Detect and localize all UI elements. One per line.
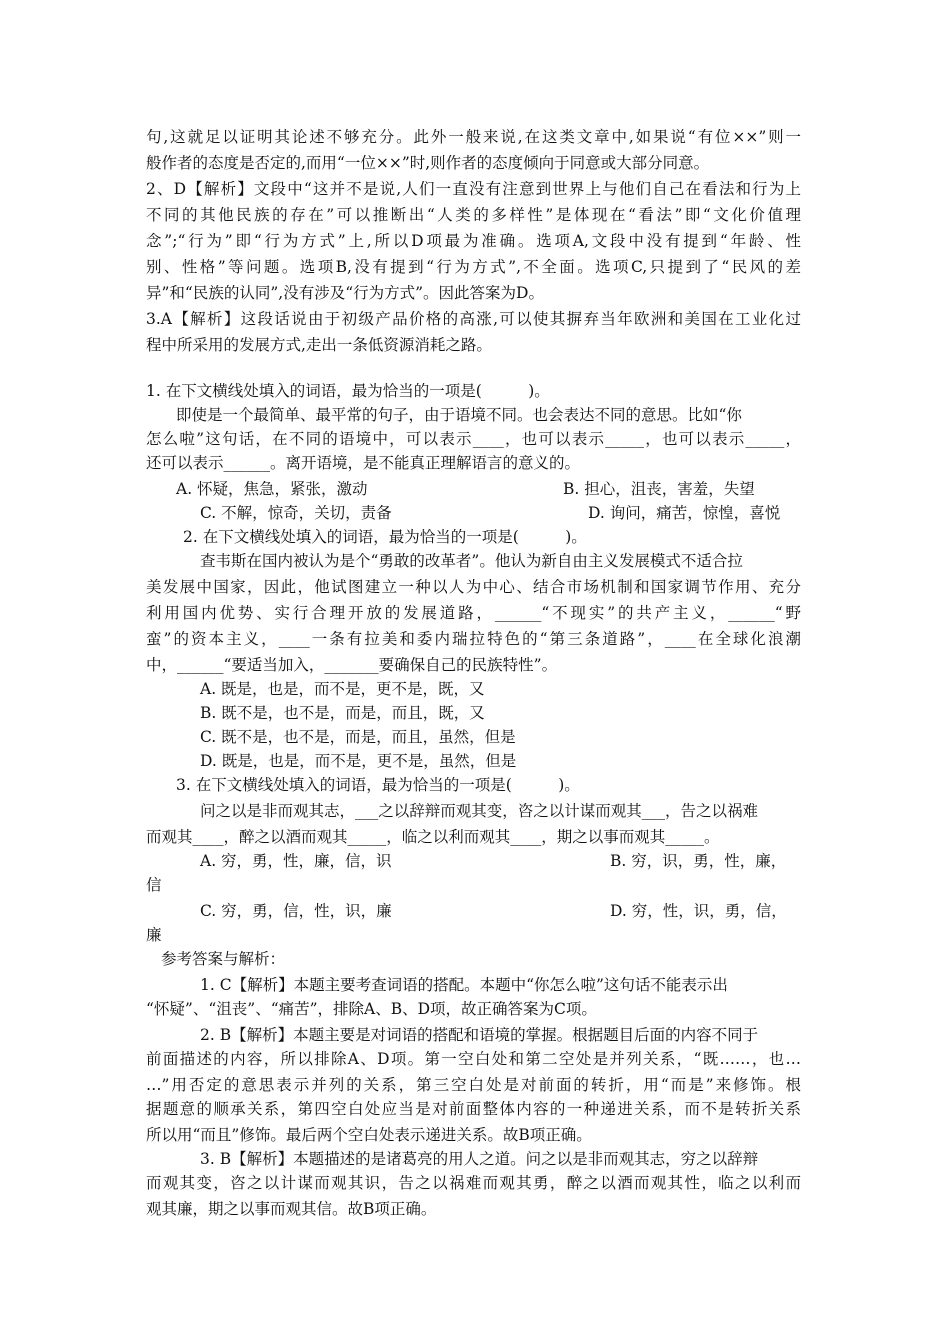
question-3-option-d: D. 穷，性，识，勇，信， bbox=[610, 902, 787, 920]
answer-1-line-1: 1. C【解析】本题主要考查词语的搭配。本题中“你怎么啦”这句话不能表示出 bbox=[200, 976, 728, 994]
answer-2-line-3: …”用否定的意思表示并列的关系，第三空白处是对前面的转折，用“而是”来修饰。根 bbox=[146, 1076, 801, 1094]
prev-answer-2-line-4: 别、性格”等问题。选项B,没有提到“行为方式”,不全面。选项C,只提到了“民风的差 bbox=[146, 258, 801, 276]
question-2-passage-line-4: 蛮”的资本主义，____一条有拉美和委内瑞拉特色的“第三条道路”，____在全球化浪潮 bbox=[146, 630, 801, 648]
question-3-passage-line-1: 问之以是非而观其志，___之以辞辩而观其变，咨之以计谋而观其___，告之以祸难 bbox=[200, 802, 759, 820]
question-1-option-a: A. 怀疑，焦急，紧张，激动 bbox=[176, 480, 368, 498]
question-1-passage-line-2: 怎么啦”这句话，在不同的语境中，可以表示____，也可以表示_____，也可以表示_____， bbox=[146, 430, 801, 448]
question-3-option-c: C. 穷，勇，信，性，识，廉 bbox=[200, 902, 392, 920]
question-3-option-d-wrap: 廉 bbox=[146, 926, 162, 944]
prev-answer-2-line-3: 念”;“行为”即“行为方式”上,所以D项最为准确。选项A,文段中没有提到“年龄、性 bbox=[146, 232, 801, 250]
answer-3-line-2: 而观其变，咨之以计谋而观其识，告之以祸难而观其勇，醉之以酒而观其性，临之以利而 bbox=[146, 1174, 801, 1192]
prev-answer-3-line-1: 3.A【解析】这段话说由于初级产品价格的高涨,可以使其摒弃当年欧洲和美国在工业化过 bbox=[146, 310, 801, 328]
answer-3-line-3: 观其廉，期之以事而观其信。故B项正确。 bbox=[146, 1200, 437, 1218]
question-2-option-c: C. 既不是，也不是，而是，而且，虽然，但是 bbox=[200, 728, 516, 746]
question-2-passage-line-5: 中，______“要适当加入，_______要确保自己的民族特性”。 bbox=[146, 656, 558, 674]
question-3-stem: 3. 在下文横线处填入的词语，最为恰当的一项是( )。 bbox=[176, 776, 580, 794]
prev-answer-2-line-5: 异”和“民族的认同”,没有涉及“行为方式”。因此答案为D。 bbox=[146, 284, 544, 302]
question-3-option-b-wrap: 信 bbox=[146, 876, 162, 894]
question-1-passage-line-1: 即使是一个最简单、最平常的句子，由于语境不同。也会表达不同的意思。比如“你 bbox=[176, 406, 742, 424]
question-2-passage-line-1: 查韦斯在国内被认为是个“勇敢的改革者”。他认为新自由主义发展模式不适合拉 bbox=[200, 552, 743, 570]
question-2-option-a: A. 既是，也是，而不是，更不是，既，又 bbox=[200, 680, 485, 698]
answer-1-line-2: “怀疑”、“沮丧”、“痛苦”，排除A、B、D项，故正确答案为C项。 bbox=[146, 1000, 597, 1018]
answers-heading: 参考答案与解析： bbox=[161, 950, 286, 968]
answer-2-line-2: 前面描述的内容，所以排除A、D项。第一空白处和第二空处是并列关系，“既……，也… bbox=[146, 1050, 801, 1068]
prev-answer-1-line-2: 般作者的态度是否定的,而用“一位××”时,则作者的态度倾向于同意或大部分同意。 bbox=[146, 154, 710, 172]
question-2-option-b: B. 既不是，也不是，而是，而且，既，又 bbox=[200, 704, 485, 722]
question-2-passage-line-3: 利用国内优势、实行合理开放的发展道路，______“不现实”的共产主义，______“野 bbox=[146, 604, 801, 622]
question-1-option-d: D. 询问，痛苦，惊惶，喜悦 bbox=[588, 504, 781, 522]
question-3-option-b: B. 穷，识，勇，性，廉， bbox=[610, 852, 787, 870]
question-2-passage-line-2: 美发展中国家，因此，他试图建立一种以人为中心、结合市场机制和国家调节作用、充分 bbox=[146, 578, 801, 596]
question-1-stem: 1. 在下文横线处填入的词语，最为恰当的一项是( )。 bbox=[146, 382, 550, 400]
question-3-option-a: A. 穷，勇，性，廉，信，识 bbox=[200, 852, 392, 870]
answer-2-line-1: 2. B【解析】本题主要是对词语的搭配和语境的掌握。根据题目后面的内容不同于 bbox=[200, 1026, 759, 1044]
prev-answer-1-line-1: 句,这就足以证明其论述不够充分。此外一般来说,在这类文章中,如果说“有位××”则一 bbox=[146, 128, 801, 146]
question-1-passage-line-3: 还可以表示______。离开语境，是不能真正理解语言的意义的。 bbox=[146, 454, 581, 472]
question-2-option-d: D. 既是，也是，而不是，更不是，虽然，但是 bbox=[200, 752, 517, 770]
prev-answer-2-line-2: 不同的其他民族的存在”可以推断出“人类的多样性”是体现在“看法”即“文化价值理 bbox=[146, 206, 801, 224]
answer-3-line-1: 3. B【解析】本题描述的是诸葛亮的用人之道。问之以是非而观其志，穷之以辞辩 bbox=[200, 1150, 759, 1168]
question-1-option-c: C. 不解，惊奇，关切，责备 bbox=[200, 504, 392, 522]
prev-answer-3-line-2: 程中所采用的发展方式,走出一条低资源消耗之路。 bbox=[146, 336, 492, 354]
answer-2-line-4: 据题意的顺承关系，第四空白处应当是对前面整体内容的一种递进关系，而不是转折关系 bbox=[146, 1100, 801, 1118]
answer-2-line-5: 所以用“而且”修饰。最后两个空白处表示递进关系。故B项正确。 bbox=[146, 1126, 592, 1144]
question-1-option-b: B. 担心，沮丧，害羞，失望 bbox=[563, 480, 755, 498]
question-3-passage-line-2: 而观其____，醉之以酒而观其_____，临之以利而观其____，期之以事而观其_____。 bbox=[146, 828, 720, 846]
prev-answer-2-line-1: 2、D【解析】文段中“这并不是说,人们一直没有注意到世界上与他们自己在看法和行为上 bbox=[146, 180, 801, 198]
question-2-stem: 2. 在下文横线处填入的词语，最为恰当的一项是( )。 bbox=[183, 528, 587, 546]
